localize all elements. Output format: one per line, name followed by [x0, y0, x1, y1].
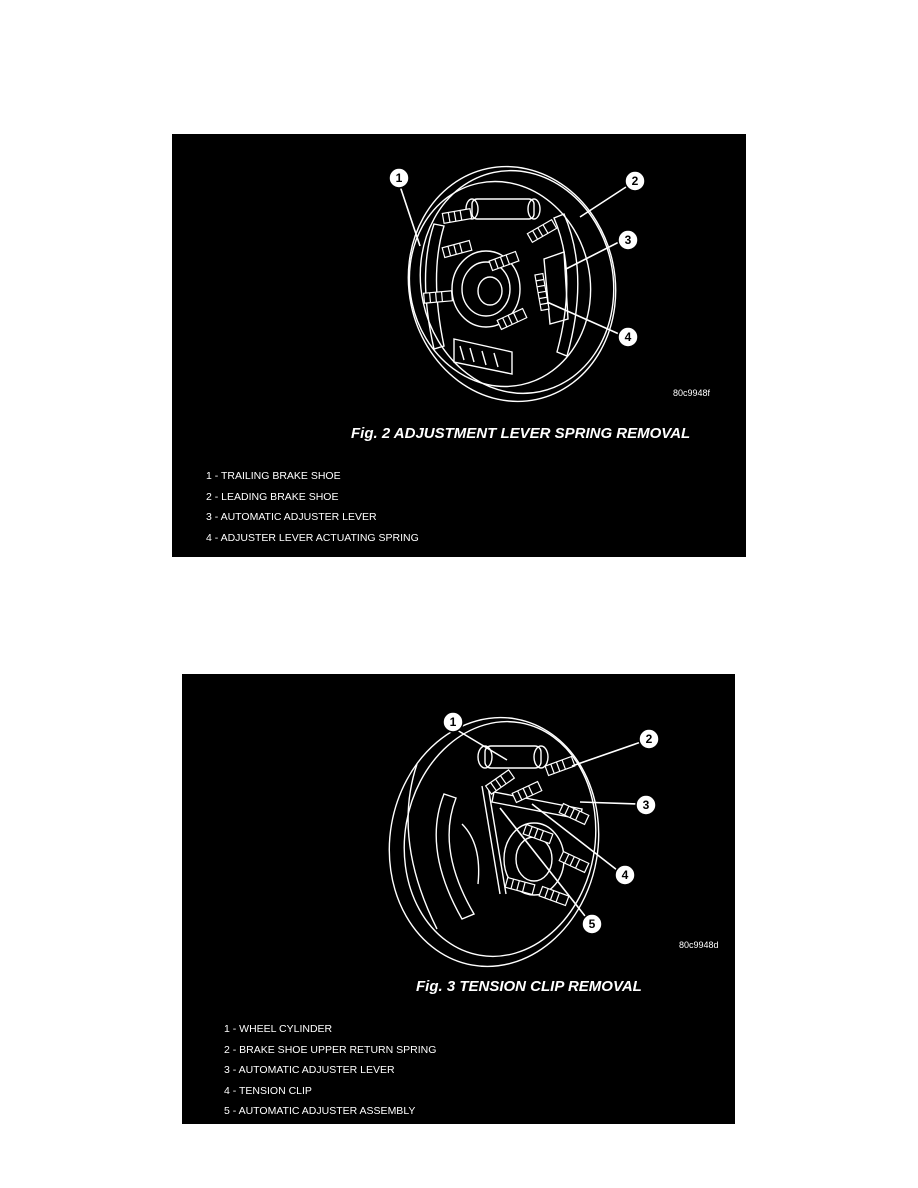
callout-3: 3 — [624, 233, 632, 247]
legend-list — [224, 1019, 436, 1122]
callout-4: 4 — [621, 868, 629, 882]
image-code: 80c9948f — [673, 388, 711, 398]
legend-item: 1 - WHEEL CYLINDER — [224, 1023, 333, 1035]
figure-caption: Fig. 2 ADJUSTMENT LEVER SPRING REMOVAL — [351, 425, 691, 442]
callout-2: 2 — [645, 732, 653, 746]
callout-3: 3 — [642, 798, 650, 812]
figure-2-panel — [172, 134, 746, 557]
callout-1: 1 — [449, 715, 457, 729]
legend-item: 4 - ADJUSTER LEVER ACTUATING SPRING — [206, 531, 419, 544]
callout-2: 2 — [631, 174, 639, 188]
legend-item: 3 - AUTOMATIC ADJUSTER LEVER — [206, 511, 377, 523]
legend-item: 2 - BRAKE SHOE UPPER RETURN SPRING — [224, 1043, 437, 1056]
figure-3-panel — [182, 674, 735, 1124]
legend-item: 3 - AUTOMATIC ADJUSTER LEVER — [224, 1064, 395, 1076]
legend-item: 1 - TRAILING BRAKE SHOE — [206, 470, 341, 482]
callout-1: 1 — [395, 171, 403, 185]
legend-item: 5 - AUTOMATIC ADJUSTER ASSEMBLY — [224, 1105, 416, 1117]
image-code: 80c9948d — [679, 940, 719, 950]
figure-caption: Fig. 3 TENSION CLIP REMOVAL — [416, 978, 642, 995]
legend-item: 4 - TENSION CLIP — [224, 1084, 312, 1097]
callout-4: 4 — [624, 330, 632, 344]
legend-list — [206, 466, 419, 548]
legend-item: 2 - LEADING BRAKE SHOE — [206, 490, 339, 503]
callout-5: 5 — [588, 917, 596, 931]
